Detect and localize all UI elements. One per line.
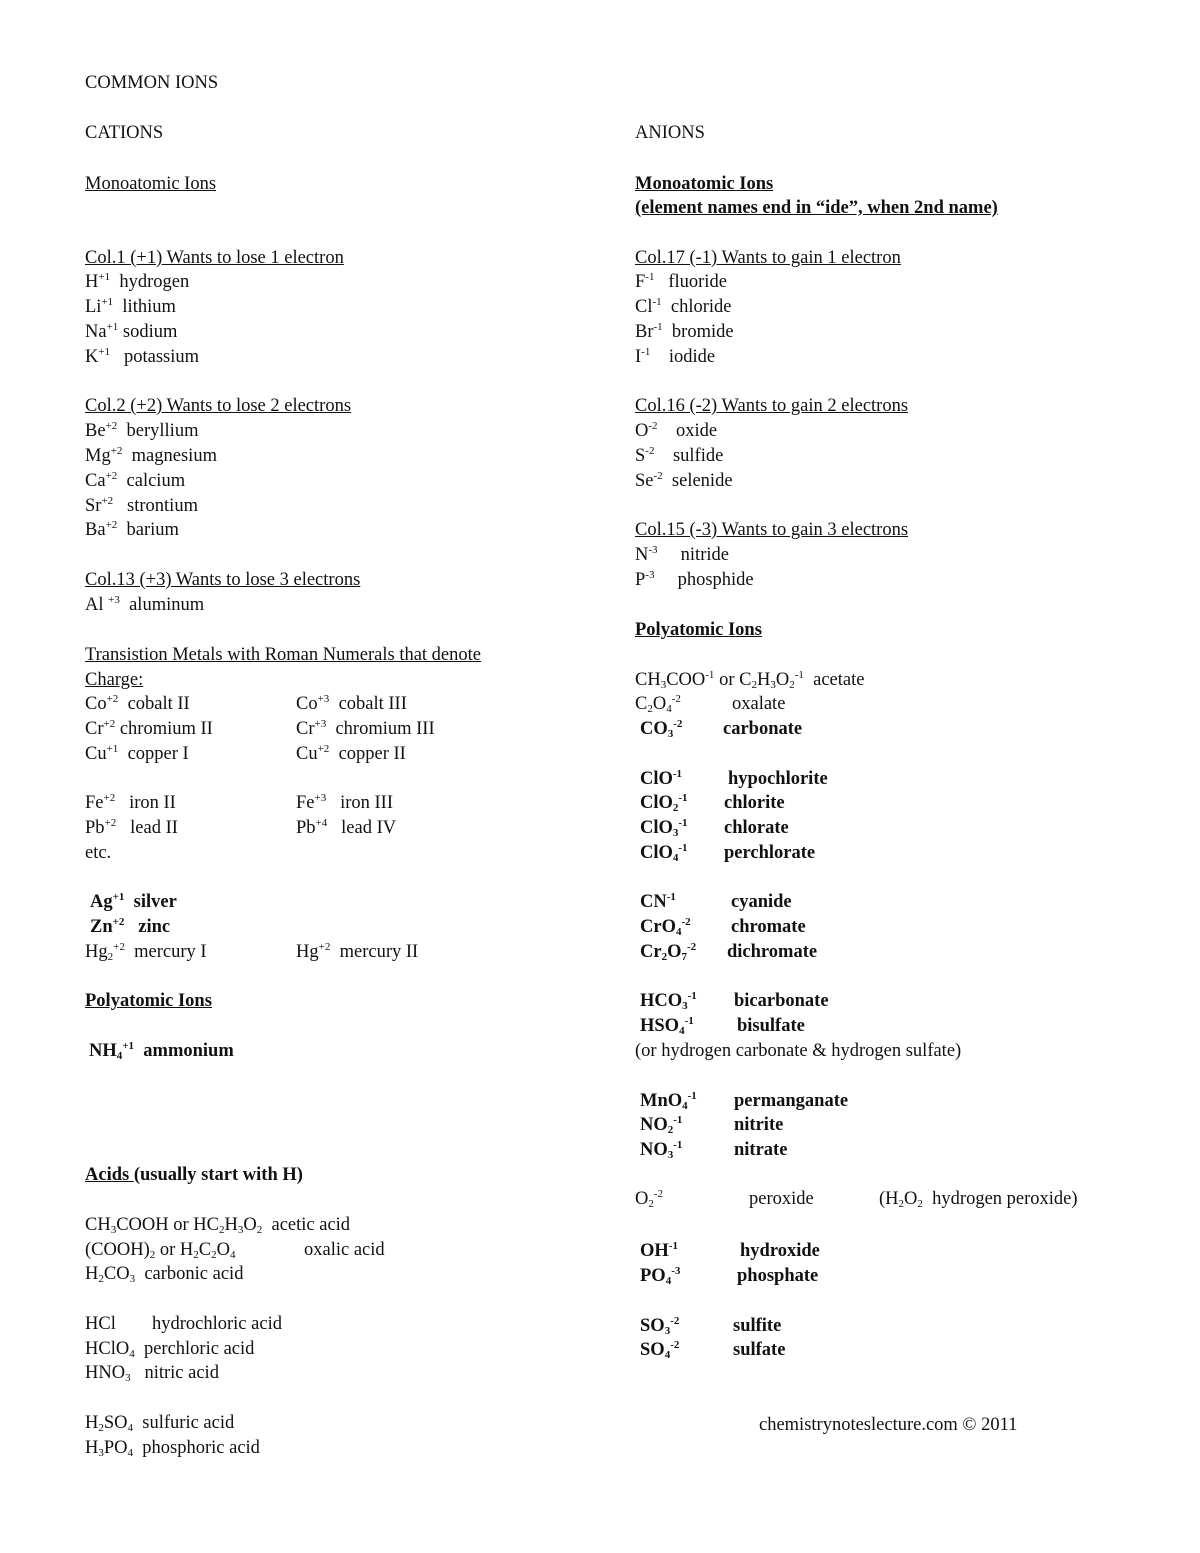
ion-permanganate: MnO$_4^{-1}$ permanganate xyxy=(640,1090,849,1112)
ion-bisulfate: $HSO_4^{-1}$ bisulfate xyxy=(640,1015,805,1037)
acids-heading: Acids (usually start with H) xyxy=(85,1165,303,1185)
transition-row: $Co^{+2}$ cobalt II $Co^{+3}$ cobalt III xyxy=(85,693,407,714)
acid-phosphoric: $H_3PO_4$ phosphoric acid xyxy=(85,1438,260,1459)
ion-hypochlorite: ClO$^{-1}$ hypochlorite xyxy=(640,768,828,789)
ion-carbonate: $CO_3^{-2}$ carbonate xyxy=(640,718,803,740)
col15-heading: Col.15 (-3) Wants to gain 3 electrons xyxy=(635,520,909,540)
transition-row: $Fe^{+2}$ iron II $Fe^{+3}$ iron III xyxy=(85,792,394,813)
ion-selenide: $Se^{-2}$ selenide xyxy=(635,470,733,491)
acid-carbonic: $H_2CO_3$ carbonic acid xyxy=(85,1264,244,1285)
ion-nitride: $N^{-3}$ nitride xyxy=(635,544,729,565)
ion-lithium: $Li^{+1}$ lithium xyxy=(85,296,176,317)
ion-peroxide: $O_2^{-2}$ peroxide ($H_2O_2$ hydrogen peroxide) xyxy=(635,1188,1078,1210)
ion-chloride: $Cl^{-1}$ chloride xyxy=(635,296,732,317)
ion-aluminum: Al $^{+3}$ aluminum xyxy=(85,594,205,615)
ion-oxide: $O^{-2}$ oxide xyxy=(635,420,718,441)
ion-bromide: $Br^{-1}$ bromide xyxy=(635,321,734,342)
acid-sulfuric: $H_2SO_4$ sulfuric acid xyxy=(85,1413,235,1434)
ion-perchlorate: ClO$_4^{-1}$ perchlorate xyxy=(640,842,816,864)
acid-hydrochloric: HCl hydrochloric acid xyxy=(85,1314,282,1334)
transition-heading: Transistion Metals with Roman Numerals that denote xyxy=(85,645,481,665)
cations-poly-heading: Polyatomic Ions xyxy=(85,991,212,1011)
ion-chlorite: ClO$_2^{-1}$ chlorite xyxy=(640,792,785,814)
ion-nitrate: $NO_3^{-1}$ nitrate xyxy=(640,1139,788,1161)
ion-dichromate: $Cr_2O_7^{-2}$ dichromate xyxy=(640,941,818,963)
col16-heading: Col.16 (-2) Wants to gain 2 electrons xyxy=(635,396,909,416)
ion-mercury: $Hg_2^{+2}$ mercury I $Hg^{+2}$ mercury II xyxy=(85,941,419,963)
ion-beryllium: $Be^{+2}$ beryllium xyxy=(85,420,199,441)
transition-row: $Cr^{+2}$ chromium II $Cr^{+3}$ chromium III xyxy=(85,718,435,739)
ion-iodide: $I^{-1}$ iodide xyxy=(635,346,716,367)
ion-chlorate: ClO$_3^{-1}$ chlorate xyxy=(640,817,789,839)
transition-heading-charge: Charge: xyxy=(85,670,144,690)
ion-sulfite: $SO_3^{-2}$ sulfite xyxy=(640,1315,782,1337)
acid-nitric: $HNO_3$ nitric acid xyxy=(85,1363,219,1384)
ion-calcium: $Ca^{+2}$ calcium xyxy=(85,470,186,491)
ion-potassium: $K^{+1}$ potassium xyxy=(85,346,199,367)
transition-row: $Cu^{+1}$ copper I $Cu^{+2}$ copper II xyxy=(85,743,406,764)
ion-zinc: $Zn^{+2}$ zinc xyxy=(90,916,171,937)
anions-mono-note: (element names end in “ide”, when 2nd name) xyxy=(635,198,998,218)
footer-credit: chemistrynoteslecture.com © 2011 xyxy=(759,1415,1018,1435)
ion-sulfate: $SO_4^{-2}$ sulfate xyxy=(640,1339,786,1361)
ion-phosphate: $PO_4^{-3}$ phosphate xyxy=(640,1265,819,1287)
ion-hydroxide: $OH^{-1}$ hydroxide xyxy=(640,1240,820,1261)
col13-heading: Col.13 (+3) Wants to lose 3 electrons xyxy=(85,570,361,590)
anions-mono-heading: Monoatomic Ions xyxy=(635,174,774,194)
anions-poly-heading: Polyatomic Ions xyxy=(635,620,762,640)
ion-acetate: $CH_3COO^{-1}$ or $C_2H_3O_2^{-1}$ acetate xyxy=(635,669,865,691)
ion-magnesium: $Mg^{+2}$ magnesium xyxy=(85,445,217,466)
ion-ammonium: $NH_4^{+1}$ ammonium xyxy=(89,1040,234,1062)
transition-row: $Pb^{+2}$ lead II $Pb^{+4}$ lead IV xyxy=(85,817,397,838)
cations-heading: CATIONS xyxy=(85,123,164,143)
acid-oxalic: $(COOH)_2$ or $H_2C_2O_4$ oxalic acid xyxy=(85,1240,385,1261)
ion-fluoride: $F^{-1}$ fluoride xyxy=(635,271,727,292)
col17-heading: Col.17 (-1) Wants to gain 1 electron xyxy=(635,248,901,268)
ion-cyanide: $CN^{-1}$ cyanide xyxy=(640,891,792,912)
ion-sulfide: $S^{-2}$ sulfide xyxy=(635,445,724,466)
col2-heading: Col.2 (+2) Wants to lose 2 electrons xyxy=(85,396,352,416)
ion-hydrogen: $H^{+1}$ hydrogen xyxy=(85,271,190,292)
hydrogen-note: (or hydrogen carbonate & hydrogen sulfate) xyxy=(635,1041,962,1061)
page-title: COMMON IONS xyxy=(85,73,219,93)
cations-mono-heading: Monoatomic Ions xyxy=(85,174,217,194)
col1-heading: Col.1 (+1) Wants to lose 1 electron xyxy=(85,248,344,268)
ion-strontium: $Sr^{+2}$ strontium xyxy=(85,495,198,516)
transition-etc: etc. xyxy=(85,843,112,863)
ion-barium: $Ba^{+2}$ barium xyxy=(85,519,179,540)
acid-acetic: $CH_3COOH$ or $HC_2H_3O_2$ acetic acid xyxy=(85,1215,351,1236)
ion-bicarbonate: $HCO_3^{-1}$ bicarbonate xyxy=(640,990,829,1012)
ion-phosphide: $P^{-3}$ phosphide xyxy=(635,569,754,590)
ion-silver: $Ag^{+1}$ silver xyxy=(90,891,177,912)
ion-chromate: CrO$_4^{-2}$ chromate xyxy=(640,916,806,938)
ion-sodium: $Na^{+1}$ sodium xyxy=(85,321,178,342)
ion-oxalate: $C_2O_4^{-2}$ oxalate xyxy=(635,693,786,715)
ion-nitrite: $NO_2^{-1}$ nitrite xyxy=(640,1114,784,1136)
acid-perchloric: HClO$_4$ perchloric acid xyxy=(85,1339,255,1360)
anions-heading: ANIONS xyxy=(635,123,705,143)
